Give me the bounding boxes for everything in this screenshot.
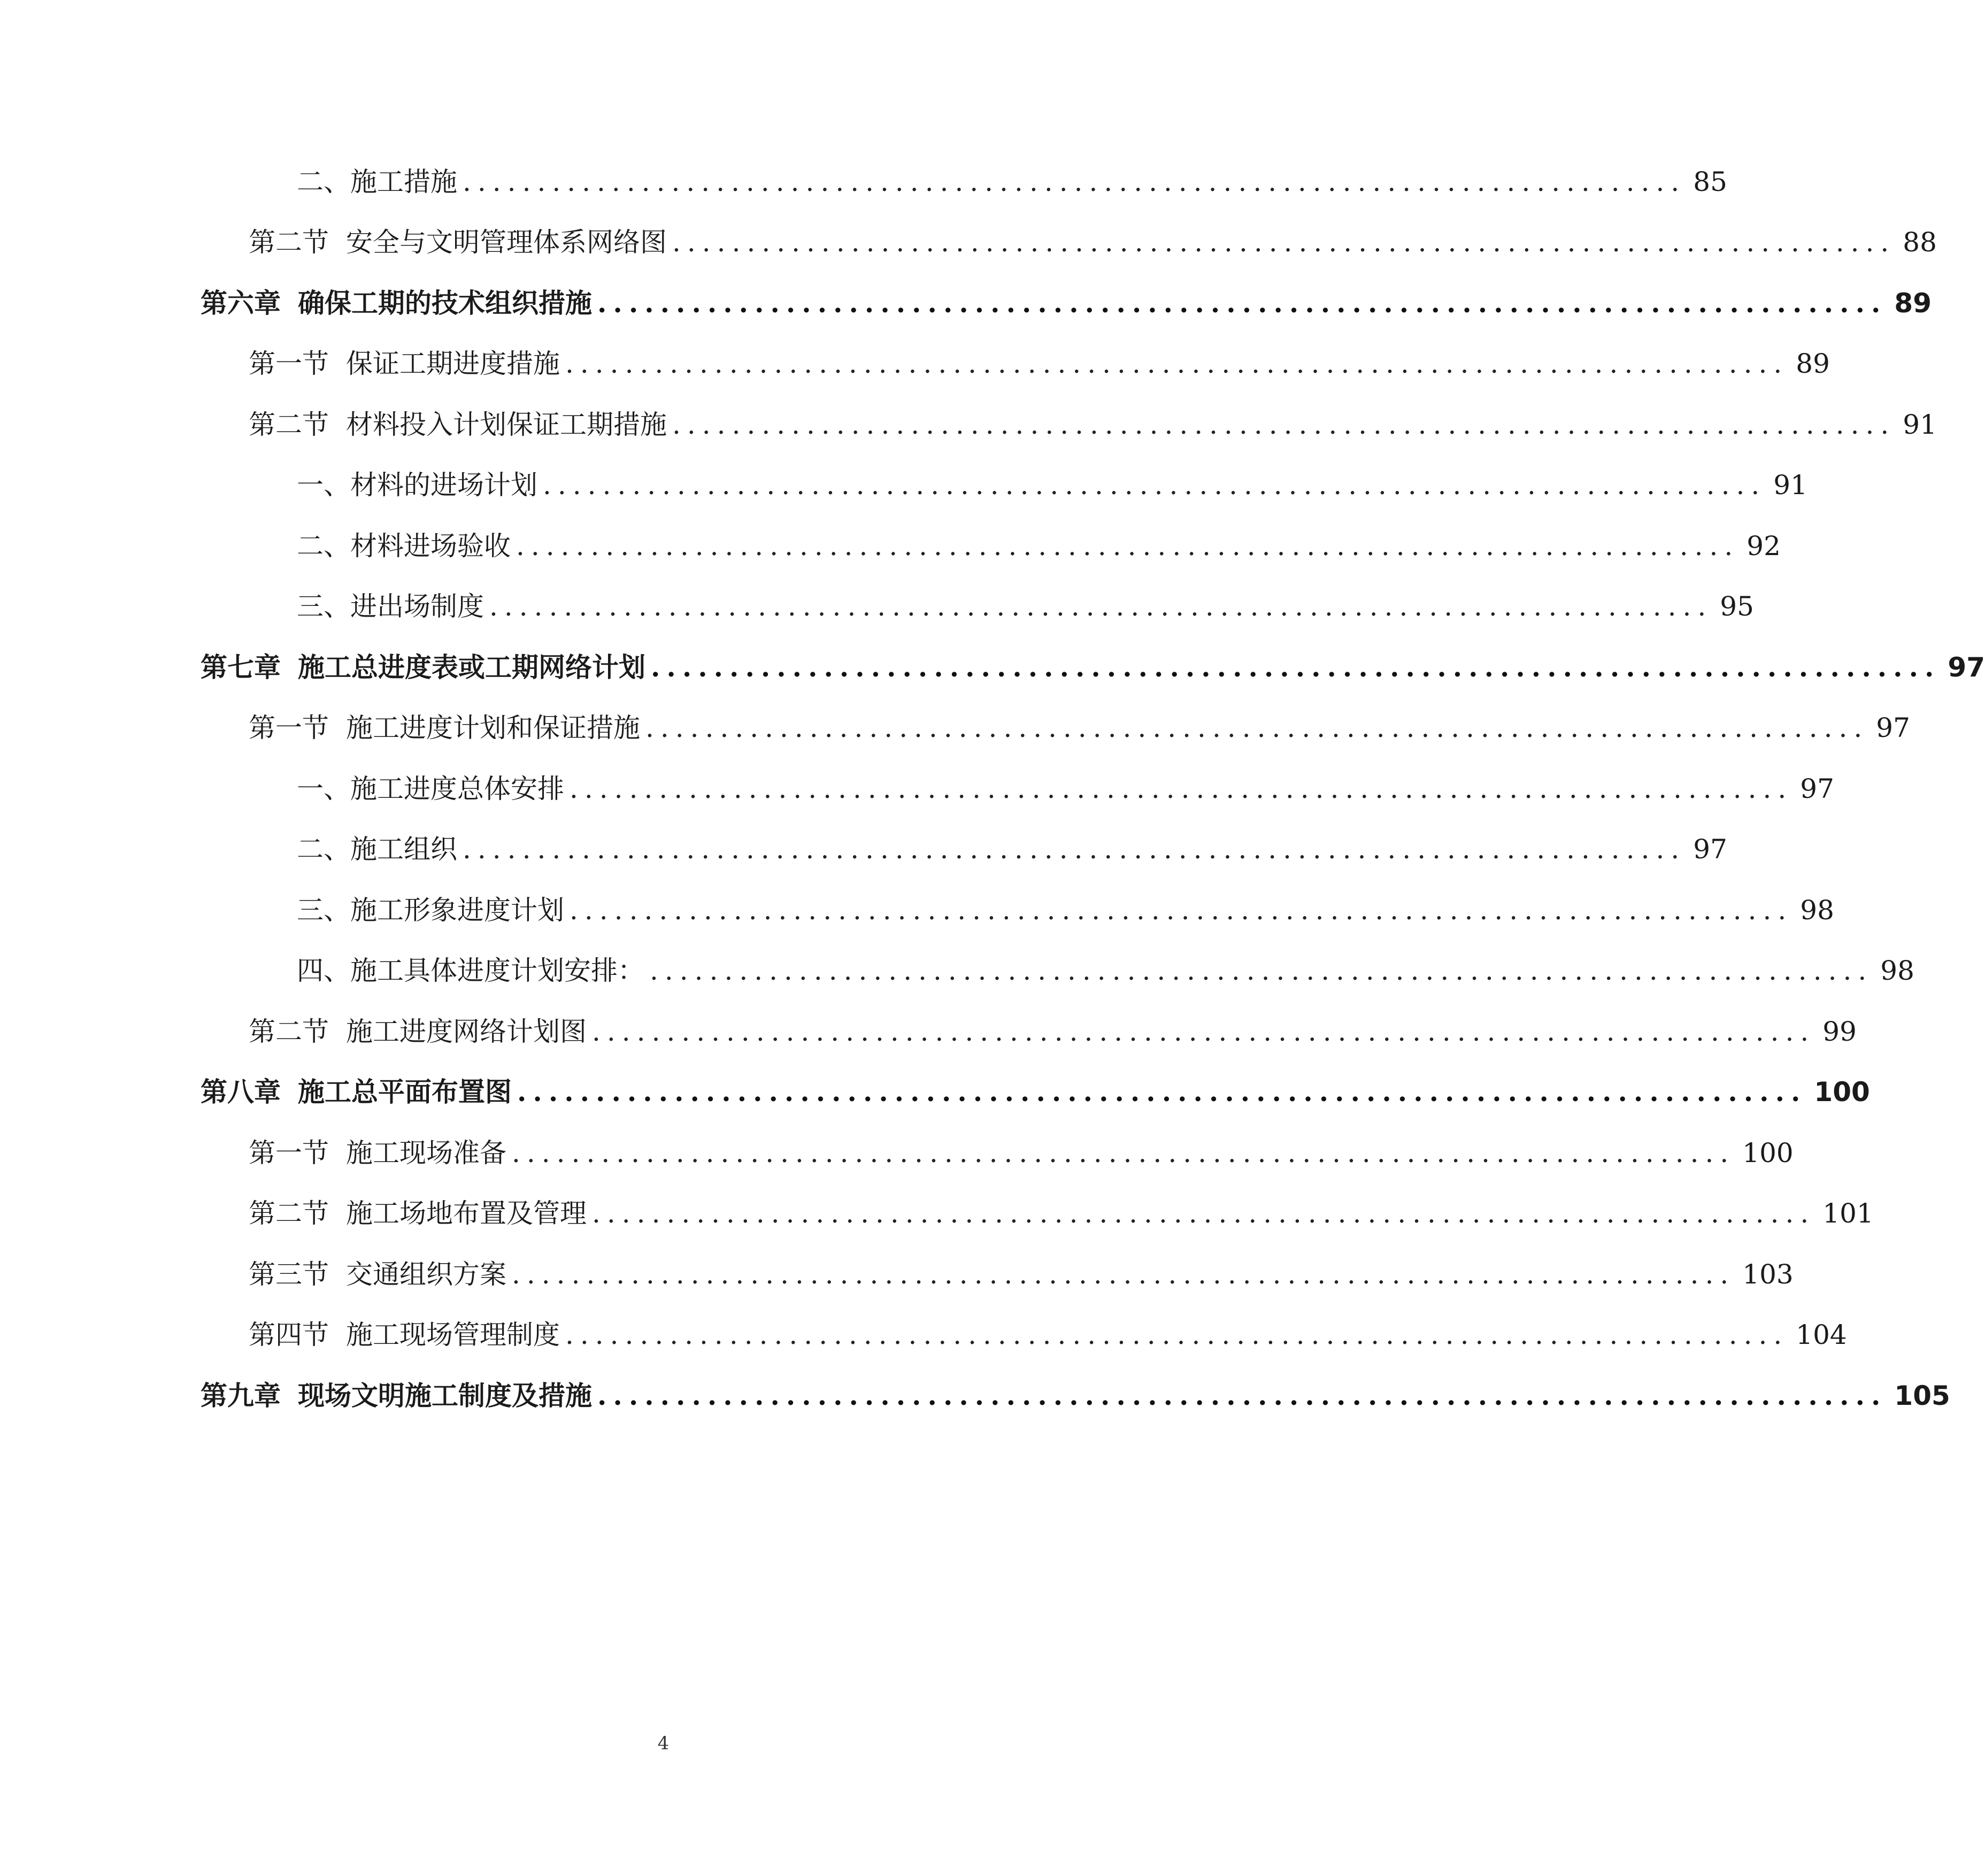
toc-entry-title: 现场文明施工制度及措施: [298, 1380, 592, 1411]
toc-entry[interactable]: [201, 646, 1985, 689]
toc-entry-page: 105: [1894, 1380, 1950, 1411]
toc-entry[interactable]: [249, 1010, 1857, 1053]
toc-entry-title: 施工具体进度计划安排：: [350, 955, 644, 986]
toc-entry[interactable]: [249, 221, 1937, 264]
toc-entry-number: 一、: [297, 773, 350, 804]
toc-entry-page: 97: [1693, 834, 1727, 865]
toc-entry-page: 104: [1796, 1319, 1847, 1350]
toc-entry-title: 材料的进场计划: [350, 470, 537, 501]
dot-leader: ..................................................................................: [512, 1259, 1735, 1290]
toc-entry-title: 施工场地布置及管理: [346, 1198, 587, 1229]
dot-leader: ..................................................................................: [597, 1380, 1887, 1411]
dot-leader: ..................................................................................: [512, 1137, 1735, 1168]
toc-entry[interactable]: [249, 1132, 1794, 1174]
toc-entry-number: 第三节: [249, 1259, 329, 1290]
toc-entry-title: 施工总平面布置图: [298, 1077, 512, 1108]
dot-leader: ..................................................................................: [489, 591, 1713, 622]
toc-entry-number: 二、: [297, 834, 350, 865]
toc-entry-number: 第二节: [249, 1198, 329, 1229]
toc-entry[interactable]: [297, 767, 1834, 810]
toc-entry-title: 施工总进度表或工期网络计划: [298, 652, 645, 683]
toc-entry-number: 第一节: [249, 712, 329, 743]
page-number: 4: [657, 1733, 670, 1754]
toc-entry[interactable]: [297, 585, 1754, 628]
dot-leader: ..................................................................................: [570, 773, 1793, 804]
toc-entry-title: 施工形象进度计划: [350, 895, 564, 926]
toc-entry-page: 98: [1800, 895, 1834, 926]
toc-entry-page: 97: [1876, 712, 1910, 743]
toc-entry[interactable]: [297, 160, 1727, 203]
dot-leader: ..................................................................................: [463, 834, 1686, 865]
toc-entry-number: 三、: [297, 895, 350, 926]
toc-entry-page: 98: [1880, 955, 1914, 986]
dot-leader: ..................................................................................: [565, 348, 1789, 379]
toc-entry-number: 二、: [297, 166, 350, 197]
toc-entry-title: 安全与文明管理体系网络图: [346, 227, 667, 258]
toc-entry[interactable]: [201, 282, 1932, 325]
toc-entry[interactable]: [201, 1071, 1870, 1113]
toc-entry-number: 三、: [297, 591, 350, 622]
toc-entry[interactable]: [201, 1374, 1950, 1417]
toc-entry[interactable]: [297, 949, 1914, 992]
toc-entry[interactable]: [297, 525, 1781, 567]
toc-entry-title: 施工现场管理制度: [346, 1319, 560, 1350]
toc-entry-title: 保证工期进度措施: [346, 348, 560, 379]
dot-leader: ..................................................................................: [672, 227, 1896, 258]
dot-leader: ..................................................................................: [592, 1198, 1815, 1229]
toc-entry[interactable]: [249, 342, 1830, 385]
toc-entry-title: 施工组织: [350, 834, 457, 865]
dot-leader: ..................................................................................: [517, 1076, 1807, 1108]
dot-leader: ..................................................................................: [597, 287, 1887, 319]
toc-entry-page: 100: [1814, 1077, 1870, 1108]
toc-entry-number: 第九章: [201, 1380, 281, 1411]
toc-entry-number: 第一节: [249, 1137, 329, 1168]
toc-entry-number: 二、: [297, 530, 350, 562]
toc-entry-number: 第四节: [249, 1319, 329, 1350]
toc-entry-page: 103: [1742, 1259, 1794, 1290]
toc-entry-page: 89: [1894, 288, 1932, 319]
toc-entry-number: 第二节: [249, 227, 329, 258]
toc-entry-title: 施工措施: [350, 166, 457, 197]
toc-entry-title: 确保工期的技术组织措施: [298, 288, 592, 319]
dot-leader: ..................................................................................: [570, 895, 1793, 926]
toc-entry-number: 第八章: [201, 1077, 281, 1108]
toc-entry[interactable]: [249, 1192, 1874, 1235]
toc-entry-title: 进出场制度: [350, 591, 484, 622]
toc-entry-title: 施工进度总体安排: [350, 773, 564, 804]
dot-leader: ..................................................................................: [543, 470, 1766, 501]
toc-entry-page: 97: [1948, 652, 1985, 683]
toc-entry-page: 88: [1903, 227, 1937, 258]
toc-entry[interactable]: [249, 403, 1937, 446]
toc-entry-title: 施工进度网络计划图: [346, 1016, 587, 1047]
toc-entry-page: 101: [1822, 1198, 1874, 1229]
toc-entry-number: 第二节: [249, 1016, 329, 1047]
dot-leader: ..................................................................................: [672, 409, 1896, 440]
dot-leader: ..................................................................................: [516, 530, 1740, 562]
toc-entry[interactable]: [249, 1253, 1794, 1296]
toc-entry-number: 第二节: [249, 409, 329, 440]
toc-entry-title: 施工进度计划和保证措施: [346, 712, 640, 743]
toc-entry[interactable]: [297, 889, 1834, 932]
toc-entry[interactable]: [249, 706, 1910, 749]
dot-leader: ..................................................................................: [650, 955, 1873, 986]
toc-entry-page: 97: [1800, 773, 1834, 804]
toc-entry-number: 一、: [297, 470, 350, 501]
toc-entry-title: 交通组织方案: [346, 1259, 506, 1290]
toc-entry-number: 第一节: [249, 348, 329, 379]
dot-leader: ..................................................................................: [463, 166, 1686, 197]
dot-leader: ..................................................................................: [565, 1319, 1789, 1350]
toc-entry-title: 材料进场验收: [350, 530, 511, 562]
dot-leader: ..................................................................................: [651, 651, 1941, 683]
toc-entry-page: 89: [1796, 348, 1830, 379]
toc-entry[interactable]: [297, 828, 1727, 871]
toc-entry-page: 91: [1773, 470, 1807, 501]
dot-leader: ..................................................................................: [592, 1016, 1815, 1047]
toc-entry-page: 85: [1693, 166, 1727, 197]
toc-entry-title: 施工现场准备: [346, 1137, 506, 1168]
toc-entry-page: 92: [1747, 530, 1781, 562]
toc-entry-number: 第七章: [201, 652, 281, 683]
toc-entry-page: 100: [1742, 1137, 1794, 1168]
dot-leader: ..................................................................................: [645, 712, 1869, 743]
toc-entry-page: 99: [1822, 1016, 1857, 1047]
toc-entry[interactable]: [297, 464, 1807, 506]
toc-entry-number: 四、: [297, 955, 350, 986]
toc-entry-number: 第六章: [201, 288, 281, 319]
toc-entry[interactable]: [249, 1313, 1847, 1356]
toc-entry-page: 91: [1903, 409, 1937, 440]
toc-entry-page: 95: [1720, 591, 1754, 622]
toc-entry-title: 材料投入计划保证工期措施: [346, 409, 667, 440]
